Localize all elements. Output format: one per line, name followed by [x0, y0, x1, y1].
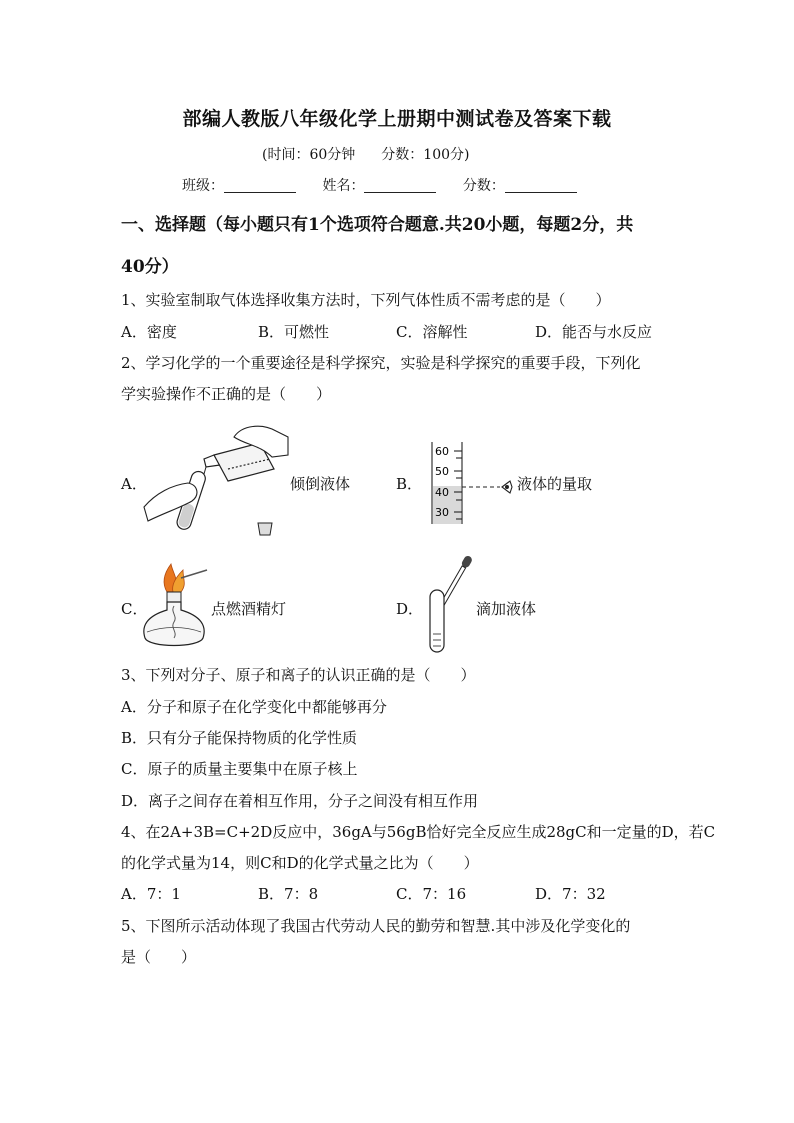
- score-field: [463, 175, 577, 195]
- alcohol-lamp-illustration: [137, 562, 211, 654]
- section-heading-cont: 40分）: [121, 257, 179, 277]
- q3-option-b: B．只有分子能保持物质的化学性质: [121, 729, 358, 747]
- q3-option-d: D．离子之间存在着相互作用，分子之间没有相互作用: [121, 792, 479, 810]
- q2-option-b-caption: 液体的量取: [517, 475, 593, 493]
- scale-label-60: 60: [435, 445, 449, 458]
- q2-option-c-caption: 点燃酒精灯: [211, 600, 287, 618]
- q5-text-line2: 是（ ）: [121, 948, 197, 966]
- q1-option-c: C．溶解性: [396, 323, 468, 341]
- q1-text: 1、实验室制取气体选择收集方法时，下列气体性质不需考虑的是（ ）: [121, 291, 611, 309]
- q2-option-a-letter: A．: [121, 475, 147, 493]
- q2-option-d-letter: D．: [396, 600, 424, 618]
- q2-option-b-letter: B．: [396, 475, 423, 493]
- q5-text-line1: 5、下图所示活动体现了我国古代劳动人民的勤劳和智慧.其中涉及化学变化的: [121, 917, 631, 935]
- q4-option-b: B．7：8: [258, 885, 319, 903]
- q3-text: 3、下列对分子、原子和离子的认识正确的是（ ）: [121, 666, 476, 684]
- q2-option-c-letter: C．: [121, 600, 148, 618]
- page-title: 部编人教版八年级化学上册期中测试卷及答案下载: [182, 108, 612, 130]
- score-info: 分数：100分): [381, 147, 470, 163]
- score-blank: [505, 178, 577, 193]
- name-blank: [364, 178, 436, 193]
- class-label: 班级：: [182, 178, 224, 194]
- time-info: (时间：60分钟: [262, 147, 356, 163]
- scale-label-40: 40: [435, 486, 449, 499]
- name-label: 姓名：: [322, 178, 365, 194]
- eye-icon: [502, 481, 512, 493]
- graduated-cylinder-illustration: [418, 440, 516, 526]
- q4-option-d: D．7：32: [535, 885, 606, 903]
- q1-option-a: A．密度: [121, 323, 177, 341]
- section-heading: 一、选择题（每小题只有1个选项符合题意.共20小题，每题2分，共: [121, 215, 634, 235]
- scale-label-50: 50: [435, 465, 449, 478]
- q3-option-c: C．原子的质量主要集中在原子核上: [121, 760, 358, 778]
- q4-option-a: A．7：1: [121, 885, 181, 903]
- q3-option-a: A．分子和原子在化学变化中都能够再分: [121, 698, 387, 716]
- exam-info: [262, 144, 469, 164]
- q2-text-line2: 学实验操作不正确的是（ ）: [121, 385, 332, 403]
- q1-option-d: D．能否与水反应: [535, 323, 653, 341]
- q4-text-line1: 4、在2A+3B=C+2D反应中，36gA与56gB恰好完全反应生成28gC和一定量的D，若C: [121, 823, 716, 841]
- score-label: 分数：: [462, 178, 505, 194]
- name-field: [322, 175, 436, 195]
- q2-text-line1: 2、学习化学的一个重要途径是科学探究，实验是科学探究的重要手段，下列化: [121, 354, 641, 372]
- q1-option-b: B．可燃性: [258, 323, 330, 341]
- pouring-liquid-illustration: [142, 415, 290, 543]
- dropper-testtube-illustration: [424, 552, 474, 656]
- class-field: [182, 175, 296, 195]
- class-blank: [224, 178, 296, 193]
- q2-option-d-caption: 滴加液体: [476, 600, 537, 618]
- student-info-fields: [182, 175, 599, 195]
- q4-option-c: C．7：16: [396, 885, 467, 903]
- q4-text-line2: 的化学式量为14，则C和D的化学式量之比为（ ）: [121, 854, 479, 872]
- scale-label-30: 30: [435, 506, 449, 519]
- q2-option-a-caption: 倾倒液体: [290, 475, 351, 493]
